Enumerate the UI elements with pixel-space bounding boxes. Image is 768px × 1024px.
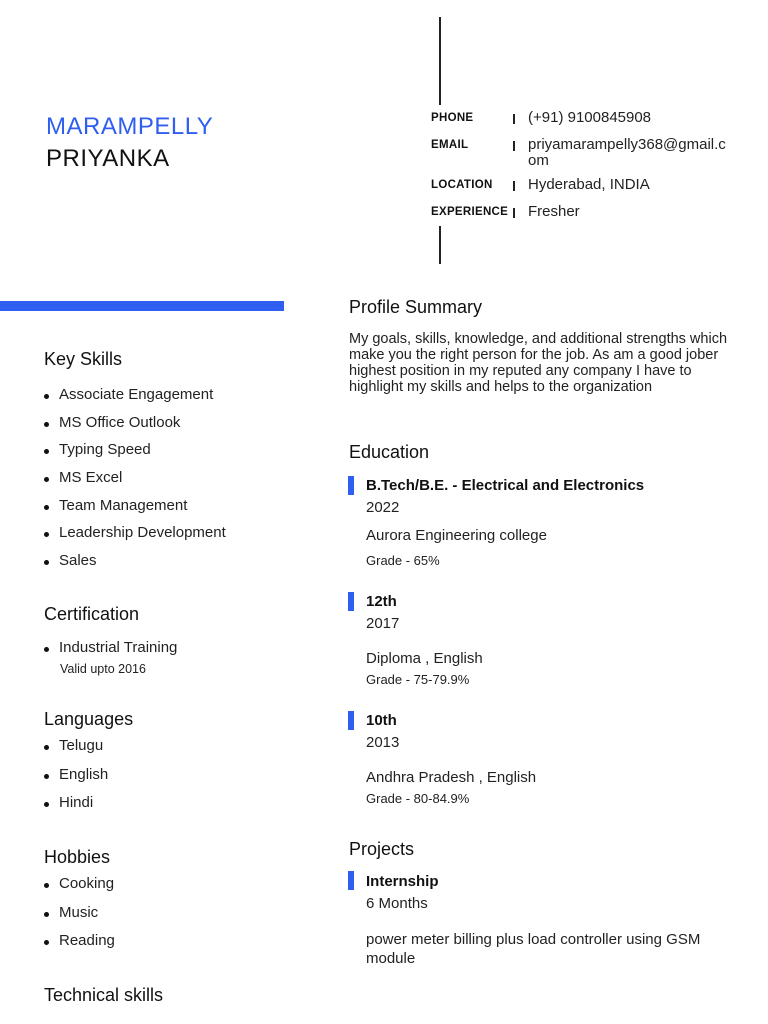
- divider-line-bottom: [439, 226, 441, 264]
- certification-note: Valid upto 2016: [60, 662, 146, 676]
- first-name: MARAMPELLY: [46, 113, 214, 140]
- education-marker: [348, 476, 354, 495]
- education-institution: Andhra Pradesh , English: [366, 769, 537, 786]
- project-duration: 6 Months: [366, 895, 428, 912]
- certification-title: Certification: [44, 604, 140, 624]
- list-item: MS Office Outlook: [44, 414, 294, 442]
- list-item: Music: [44, 904, 294, 933]
- languages-list: [44, 737, 294, 823]
- contact-label-phone: PHONE: [431, 112, 474, 124]
- list-item: Sales: [44, 552, 294, 580]
- contact-separator: [513, 181, 515, 191]
- project-description: power meter billing plus load controller using GSM module: [366, 931, 701, 967]
- list-item: MS Excel: [44, 469, 294, 497]
- list-item: Typing Speed: [44, 441, 294, 469]
- list-item: Leadership Development: [44, 524, 294, 552]
- accent-bar: [0, 301, 284, 311]
- key-skills-title: Key Skills: [44, 349, 123, 369]
- list-item: Team Management: [44, 497, 294, 525]
- certification-list: [44, 639, 294, 656]
- technical-skills-title: Technical skills: [44, 985, 164, 1005]
- list-item: Industrial Training: [44, 639, 294, 656]
- key-skills-list: [44, 386, 294, 580]
- education-degree: 10th: [366, 712, 397, 729]
- list-item: Cooking: [44, 875, 294, 904]
- education-year: 2013: [366, 734, 400, 751]
- list-item: Hindi: [44, 794, 294, 823]
- list-item: Reading: [44, 932, 294, 961]
- languages-title: Languages: [44, 709, 134, 729]
- education-year: 2017: [366, 615, 400, 632]
- project-name: Internship: [366, 873, 439, 890]
- list-item: Telugu: [44, 737, 294, 766]
- contact-separator: [513, 141, 515, 151]
- project-marker: [348, 871, 354, 890]
- education-grade: Grade - 65%: [366, 553, 440, 568]
- education-grade: Grade - 80-84.9%: [366, 791, 470, 806]
- contact-label-experience: EXPERIENCE: [431, 206, 509, 218]
- education-degree: 12th: [366, 593, 397, 610]
- education-marker: [348, 592, 354, 611]
- education-marker: [348, 711, 354, 730]
- education-institution: Diploma , English: [366, 650, 483, 667]
- contact-separator: [513, 208, 515, 218]
- contact-value-experience: Fresher: [528, 203, 580, 220]
- education-degree: B.Tech/B.E. - Electrical and Electronics: [366, 477, 645, 494]
- last-name: PRIYANKA: [46, 145, 170, 172]
- education-year: 2022: [366, 499, 400, 516]
- list-item: English: [44, 766, 294, 795]
- education-institution: Aurora Engineering college: [366, 527, 547, 544]
- education-grade: Grade - 75-79.9%: [366, 672, 470, 687]
- education-title: Education: [349, 442, 430, 462]
- hobbies-title: Hobbies: [44, 847, 111, 867]
- contact-separator: [513, 114, 515, 124]
- hobbies-list: [44, 875, 294, 961]
- contact-label-location: LOCATION: [431, 179, 493, 191]
- contact-value-location: Hyderabad, INDIA: [528, 176, 650, 193]
- contact-label-email: EMAIL: [431, 139, 469, 151]
- contact-value-email: priyamarampelly368@gmail.com: [528, 136, 726, 169]
- profile-summary-text: My goals, skills, knowledge, and additional strengths which make you the right person for the job. As am a good jober highest position in my reputed any company I have to highlight my skills and helps to the organization: [349, 331, 728, 395]
- list-item: Associate Engagement: [44, 386, 294, 414]
- contact-value-phone: (+91) 9100845908: [528, 109, 652, 126]
- divider-line-top: [439, 17, 441, 105]
- projects-title: Projects: [349, 839, 415, 859]
- profile-summary-title: Profile Summary: [349, 297, 483, 317]
